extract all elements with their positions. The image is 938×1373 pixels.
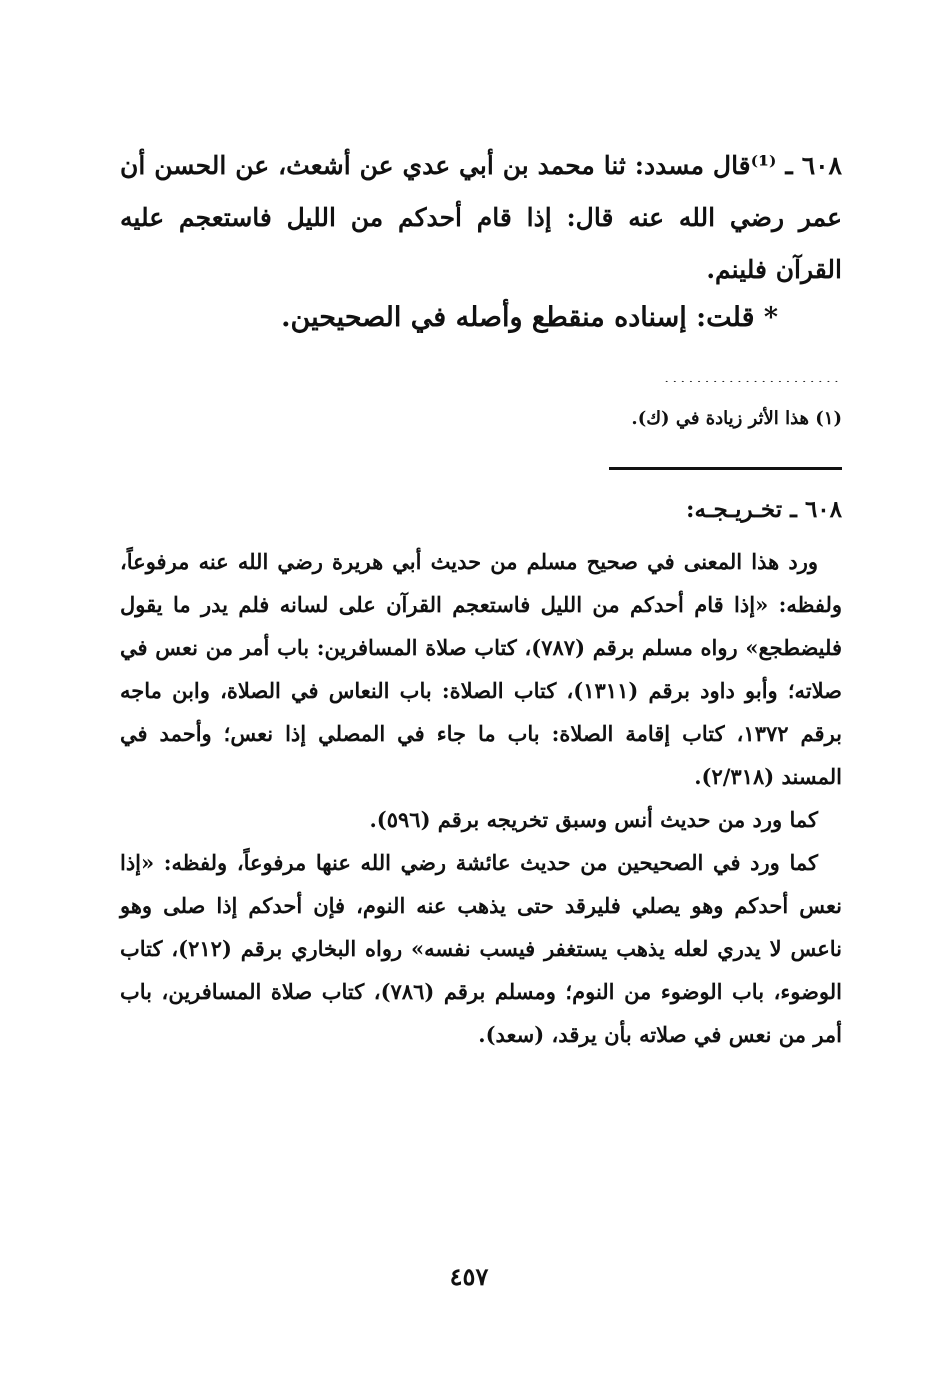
takhrij-paragraph-3: كما ورد في الصحيحين من حديث عائشة رضي الله عنها مرفوعاً، ولفظه: «إذا نعس أحدكم وهو يصلي فليرقد حتى يذهب عنه النوم، فإن أحدكم إذا صلى وهو ناعس لا يدري لعله يذهب يستغفر فيسب نفسه» رواه البخاري برقم (٢١٢)، كتاب الوضوء، باب الوضوء من النوم؛ ومسلم برقم (٧٨٦)، كتاب صلاة المسافرين، باب أمر من نعس في صلاته بأن يرقد، (سعد). [120,850,842,1047]
hadith-text-block [120,140,842,296]
hadith-text: ٦٠٨ ـ ⁽¹⁾قال مسدد: ثنا محمد بن أبي عدي عن أشعث، عن الحسن أن عمر رضي الله عنه قال: إذا قام أحدكم من الليل فاستعجم عليه القرآن فلينم. [120,151,842,284]
footnote-separator-dots: ...................... [664,368,842,382]
page-number: ٤٥٧ [449,1262,489,1291]
takhrij-body [120,540,842,1056]
section-divider-rule [609,467,842,470]
takhrij-paragraph-1: ورد هذا المعنى في صحيح مسلم من حديث أبي هريرة رضي الله عنه مرفوعاً، ولفظه: «إذا قام أحدكم من الليل فاستعجم القرآن على لسانه فلم يدر ما يقول فليضطجع» رواه مسلم برقم (٧٨٧)، كتاب صلاة المسافرين: باب أمر من نعس في صلاته؛ وأبو داود برقم (١٣١١)، كتاب الصلاة: باب النعاس في الصلاة، وابن ماجه برقم ١٣٧٢، كتاب إقامة الصلاة: باب ما جاء في المصلي إذا نعس؛ وأحمد في المسند (٢/٣١٨). [120,549,843,789]
author-comment: * قلت: إسناده منقطع وأصله في الصحيحين. [281,302,778,333]
takhrij-heading: ٦٠٨ ـ تخـريـجـه: [685,496,842,523]
takhrij-paragraph-2: كما ورد من حديث أنس وسبق تخريجه برقم (٥٩٦). [369,807,818,832]
footnote: (١) هذا الأثر زيادة في (ك). [631,408,842,429]
